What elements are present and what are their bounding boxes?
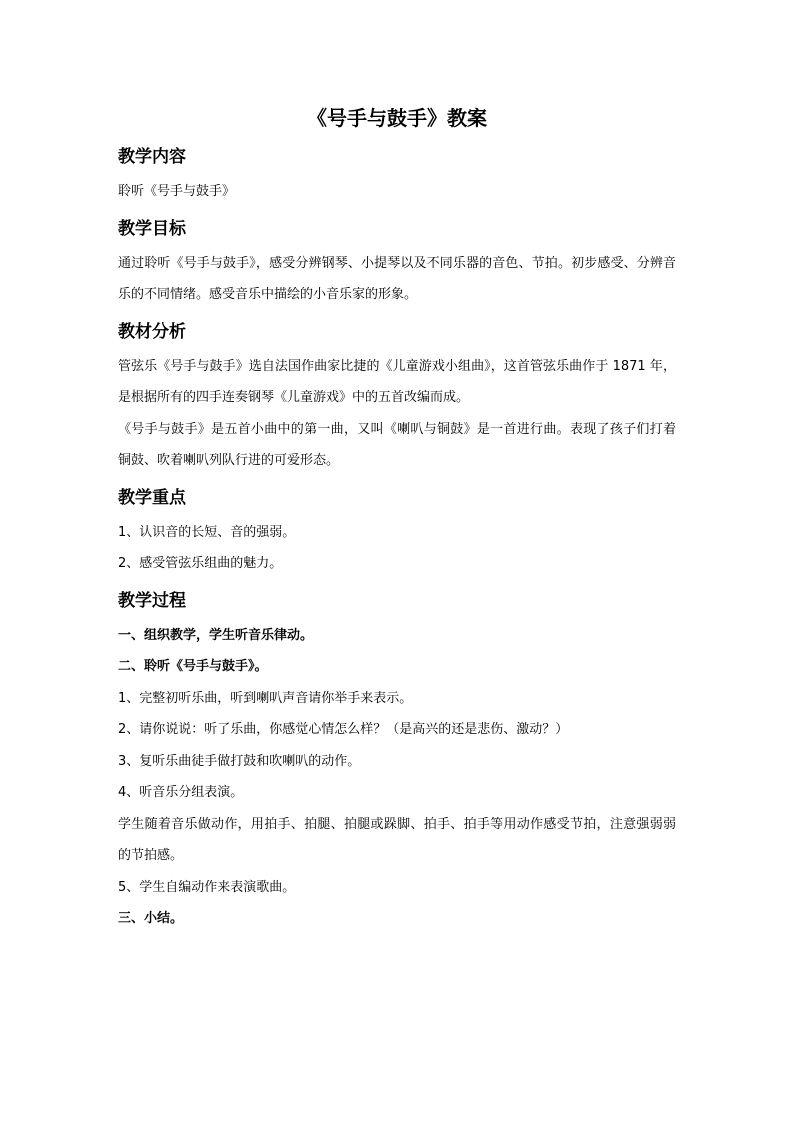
step-heading: 三、小结。 <box>118 911 184 926</box>
section-heading: 教材分析 <box>118 321 186 342</box>
paragraph: 聆听《号手与鼓手》 <box>118 184 236 199</box>
paragraph: 2、感受管弦乐组曲的魅力。 <box>118 556 283 571</box>
section-heading: 教学内容 <box>118 147 186 167</box>
document-body <box>118 142 676 935</box>
paragraph: 4、听音乐分组表演。 <box>118 785 244 800</box>
section-heading: 教学目标 <box>118 218 186 239</box>
paragraph: 5、学生自编动作来表演歌曲。 <box>118 879 296 895</box>
paragraph: 2、请你说说：听了乐曲，你感觉心情怎么样？（是高兴的还是悲伤、激动？） <box>118 722 569 737</box>
paragraph: 3、复听乐曲徒手做打鼓和吹喇叭的动作。 <box>118 753 361 769</box>
paragraph: 1、认识音的长短、音的强弱。 <box>118 524 296 540</box>
step-heading: 二、聆听《号手与鼓手》。 <box>118 659 268 674</box>
section-heading: 教学过程 <box>118 590 186 611</box>
document-page <box>118 100 676 935</box>
paragraph: 通过聆听《号手与鼓手》，感受分辨钢琴、小提琴以及不同乐器的音色、节拍。初步感受、分辨音乐的不同情绪。感受音乐中描绘的小音乐家的形象。 <box>118 255 676 302</box>
paragraph: 管弦乐《号手与鼓手》选自法国作曲家比捷的《儿童游戏小组曲》，这首管弦乐曲作于 1871 年，是根据所有的四手连奏钢琴《儿童游戏》中的五首改编而成。 <box>118 358 676 405</box>
step-heading: 一、组织教学，学生听音乐律动。 <box>118 627 314 643</box>
document-title: 《号手与鼓手》教案 <box>307 106 487 130</box>
section-heading: 教学重点 <box>118 487 186 508</box>
paragraph: 学生随着音乐做动作，用拍手、拍腿、拍腿或跺脚、拍手、拍手等用动作感受节拍，注意强弱弱的节拍感。 <box>118 816 676 863</box>
paragraph: 《号手与鼓手》是五首小曲中的第一曲，又叫《喇叭与铜鼓》是一首进行曲。表现了孩子们打着铜鼓、吹着喇叭列队行进的可爱形态。 <box>118 421 676 468</box>
paragraph: 1、完整初听乐曲，听到喇叭声音请你举手来表示。 <box>118 690 413 706</box>
